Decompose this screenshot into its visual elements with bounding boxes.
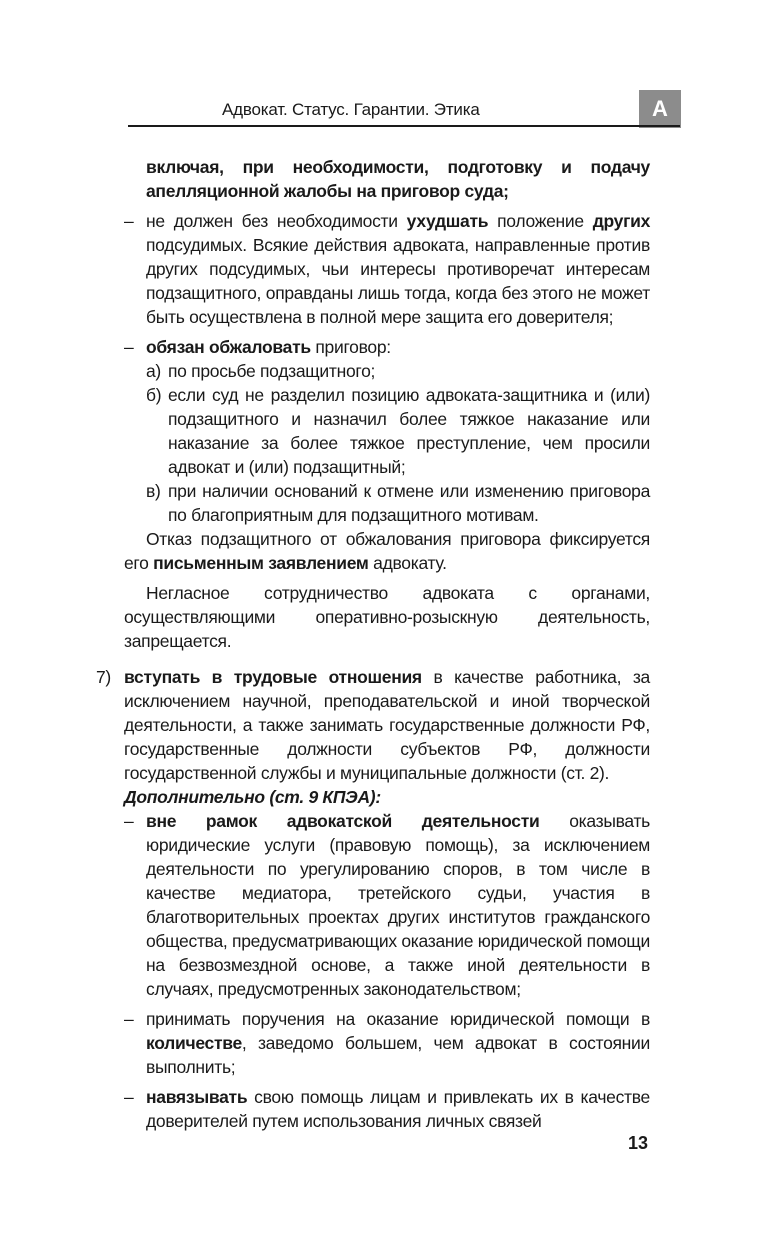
dash-bullet: – <box>124 811 134 831</box>
bold-term: других <box>592 211 650 231</box>
bold-term: вне рамок адвокатской деятельности <box>146 811 540 831</box>
dash-bullet: – <box>124 1087 134 1107</box>
sub-item-text: по просьбе подзащитного; <box>168 361 376 381</box>
paragraph-refusal <box>124 527 650 575</box>
sub-item-a <box>124 359 650 383</box>
sub-item-text: если суд не разделил позицию адвоката-защитника и (или) подзащитного и назначил более тяжкое наказание или наказание за более тяжкое преступление, чем просили адвокат и (или) подзащитный; <box>168 385 650 477</box>
list-item-worsen <box>124 209 650 329</box>
text-run: , заведомо большем, чем адвокат в состоянии выполнить; <box>146 1033 650 1077</box>
text-run: принимать поручения на оказание юридической помощи в <box>146 1009 650 1029</box>
sub-item-c <box>124 479 650 527</box>
bold-term: количестве <box>146 1033 242 1053</box>
sub-item-text: при наличии оснований к отмене или изменению приговора по благоприятным для подзащитного мотивам. <box>168 481 650 525</box>
bold-term: письменным заявлением <box>153 553 369 573</box>
header-divider <box>128 125 680 127</box>
page-body <box>96 155 650 1133</box>
sub-item-marker: а) <box>146 361 161 381</box>
text-run: Отказ подзащитного от обжалования приговора фиксируется его <box>124 529 650 573</box>
list-item-impose <box>124 1085 650 1133</box>
text-run: положение <box>488 211 593 231</box>
text-run: в качестве работника, за исключением научной, преподавательской и иной творческой деятельности, а также занимать государственные должности РФ, государственные должности субъектов РФ, должности государственной службы и муниципальные должности (ст. 2). <box>124 667 650 783</box>
page-number: 13 <box>627 1133 648 1153</box>
bold-term: ухудшать <box>406 211 489 231</box>
dash-bullet: – <box>124 211 134 231</box>
additionally-heading: Дополнительно (ст. 9 КПЭА): <box>124 787 381 807</box>
paragraph-secret-cooperation: Негласное сотрудничество адвоката с органами, осуществляющими оперативно-розыскную деятельность, запрещается. <box>124 583 650 651</box>
text-run: оказывать юридические услуги (правовую помощь), за исключением деятельности по урегулированию споров, в том числе в качестве медиатора, третейского судьи, участия в благотворительных проектах других институтов гражданского общества, предусматривающих оказание юридической помощи на безвозмездной основе, а также иной деятельности в случаях, предусмотренных законодательством; <box>146 811 650 999</box>
item-number: 7) <box>96 667 111 687</box>
text-run: подсудимых. Всякие действия адвоката, направленные против других подсудимых, чьи интересы противоречат интересам подзащитного, оправданы лишь тогда, когда без этого не может быть осуществлена в полной мере защита его доверителя; <box>146 235 650 327</box>
text-run: не должен без необходимости <box>146 211 407 231</box>
text-run: свою помощь лицам и привлекать их в качестве доверителей путем использования личных связей <box>146 1087 650 1131</box>
list-item-outside-practice <box>124 809 650 1001</box>
list-item-appeal <box>124 335 650 359</box>
text-run: адвокату. <box>368 553 447 573</box>
sub-item-b <box>124 383 650 479</box>
list-item-quantity <box>124 1007 650 1079</box>
section-badge: А <box>639 90 681 128</box>
sub-item-marker: в) <box>146 481 161 501</box>
bold-term: вступать в трудовые отношения <box>124 667 422 687</box>
bold-term: обязан обжаловать <box>146 337 311 357</box>
dash-bullet: – <box>124 1009 134 1029</box>
numbered-item-7 <box>96 665 650 785</box>
dash-bullet: – <box>124 337 134 357</box>
sub-item-marker: б) <box>146 385 162 405</box>
continued-text: включая, при необходимости, подготовку и подачу апелляционной жалобы на приговор суда; <box>146 157 650 201</box>
running-header-title: Адвокат. Статус. Гарантии. Этика <box>222 100 480 119</box>
bold-term: навязывать <box>146 1087 248 1107</box>
text-run: приговор: <box>310 337 391 357</box>
